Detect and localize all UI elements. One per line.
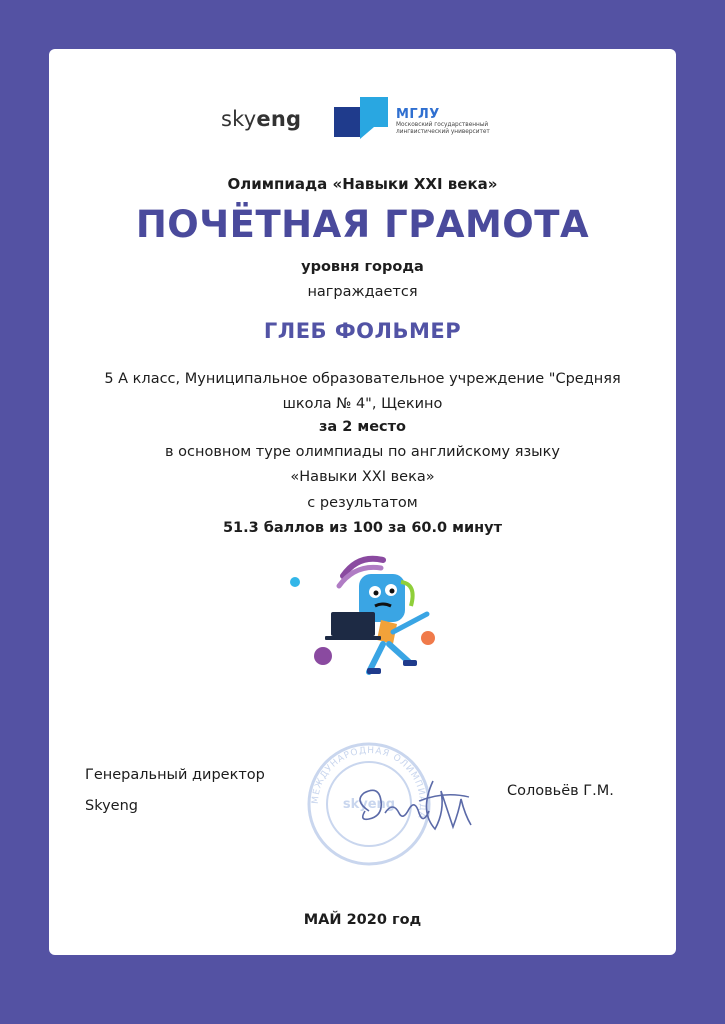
certificate-card <box>49 49 676 955</box>
recipient-name: ГЛЕБ ФОЛЬМЕР <box>263 319 462 343</box>
awarded-text: награждается <box>307 284 418 300</box>
svg-text:МЕЖДУНАРОДНАЯ ОЛИМПИАДА: МЕЖДУНАРОДНАЯ ОЛИМПИАДА <box>310 745 428 820</box>
mglu-logo-icon <box>334 97 388 143</box>
handwritten-signature <box>349 771 479 841</box>
mglu-subtitle: Московский государственный лингвистический университет <box>396 122 490 135</box>
certificate-title: ПОЧЁТНАЯ ГРАМОТА <box>135 203 590 246</box>
mglu-name: МГЛУ <box>396 107 440 122</box>
signer-name: Соловьёв Г.М. <box>507 783 614 799</box>
director-title: Генеральный директор <box>85 767 265 783</box>
level-text: уровня города <box>301 259 424 275</box>
score-text: 51.3 баллов из 100 за 60.0 минут <box>222 520 503 536</box>
with-result-text: с результатом <box>307 495 418 511</box>
issue-date: МАЙ 2020 год <box>303 912 422 928</box>
svg-text:skyeng: skyeng <box>342 797 396 812</box>
skyeng-logo: skyeng <box>221 107 302 131</box>
place-text: за 2 место <box>318 419 407 435</box>
olympiad-name-text: «Навыки XXI века» <box>290 469 435 485</box>
director-company: Skyeng <box>85 798 138 814</box>
tour-text: в основном туре олимпиады по английскому языку <box>165 444 560 460</box>
recipient-description: 5 А класс, Муниципальное образовательное учреждение "Средняя школа № 4", Щекино <box>104 371 621 412</box>
mascot-illustration <box>283 554 443 684</box>
olympiad-heading: Олимпиада «Навыки XXI века» <box>227 175 498 193</box>
